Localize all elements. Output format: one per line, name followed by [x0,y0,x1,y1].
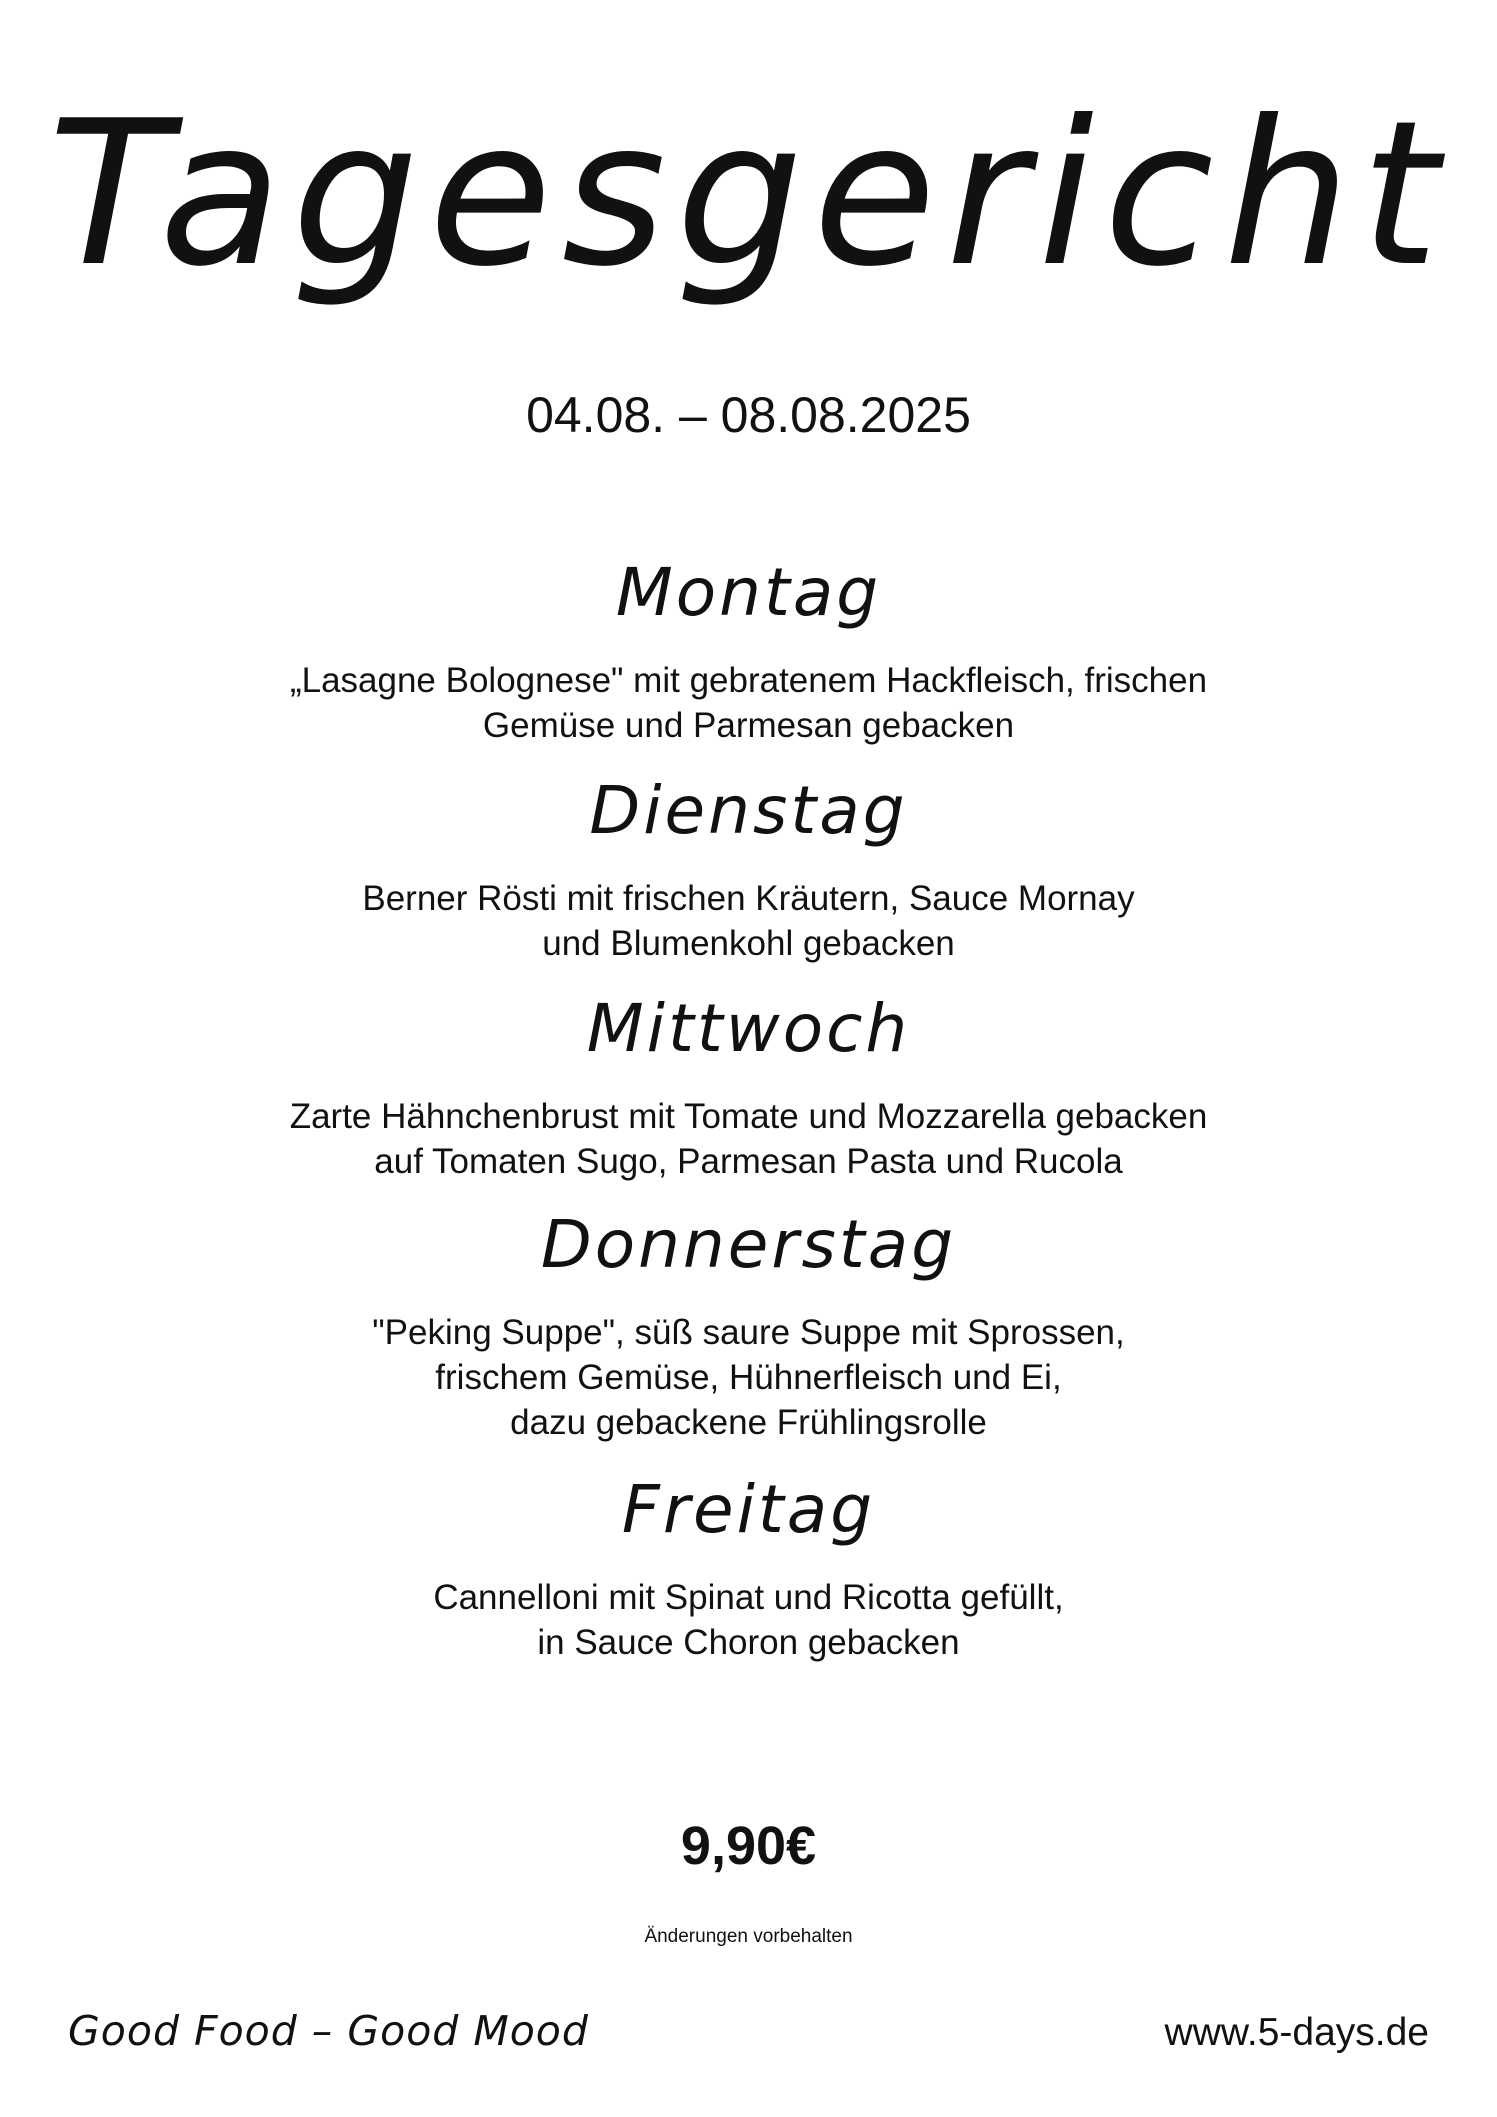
dish-line: frischem Gemüse, Hühnerfleisch und Ei, [435,1358,1062,1397]
day-name: Mittwoch [586,990,911,1067]
day-tuesday [0,772,1497,966]
dish-line: auf Tomaten Sugo, Parmesan Pasta und Rucola [374,1142,1123,1181]
dish-description [0,876,1497,966]
dish-line: "Peking Suppe", süß saure Suppe mit Sprossen, [372,1313,1125,1352]
day-friday [0,1471,1497,1665]
page-title: Tagesgericht [48,78,1449,311]
day-name: Freitag [621,1471,876,1548]
dish-line: Berner Rösti mit frischen Kräutern, Sauce Mornay [362,879,1135,918]
dish-description [0,1094,1497,1184]
dish-line: „Lasagne Bolognese" mit gebratenem Hackfleisch, frischen [289,661,1208,700]
slogan: Good Food – Good Mood [68,2007,589,2055]
day-name: Dienstag [589,772,908,849]
price: 9,90€ [680,1816,817,1876]
dish-line: in Sauce Choron gebacken [537,1623,960,1662]
dish-line: Gemüse und Parmesan gebacken [482,706,1015,745]
dish-line: dazu gebackene Frühlingsrolle [510,1403,987,1442]
day-name: Montag [615,554,882,631]
disclaimer-note: Änderungen vorbehalten [644,1926,853,1947]
dish-description [0,1575,1497,1665]
website-link[interactable]: www.5-days.de [1164,2011,1429,2054]
day-thursday [0,1206,1497,1445]
dish-description [0,1310,1497,1445]
dish-line: und Blumenkohl gebacken [542,924,955,963]
date-range: 04.08. – 08.08.2025 [526,387,971,443]
day-name: Donnerstag [540,1206,957,1283]
dish-description [0,658,1497,748]
day-wednesday [0,990,1497,1184]
dish-line: Cannelloni mit Spinat und Ricotta gefüllt, [433,1578,1064,1617]
day-monday [0,554,1497,748]
dish-line: Zarte Hähnchenbrust mit Tomate und Mozzarella gebacken [289,1097,1208,1136]
